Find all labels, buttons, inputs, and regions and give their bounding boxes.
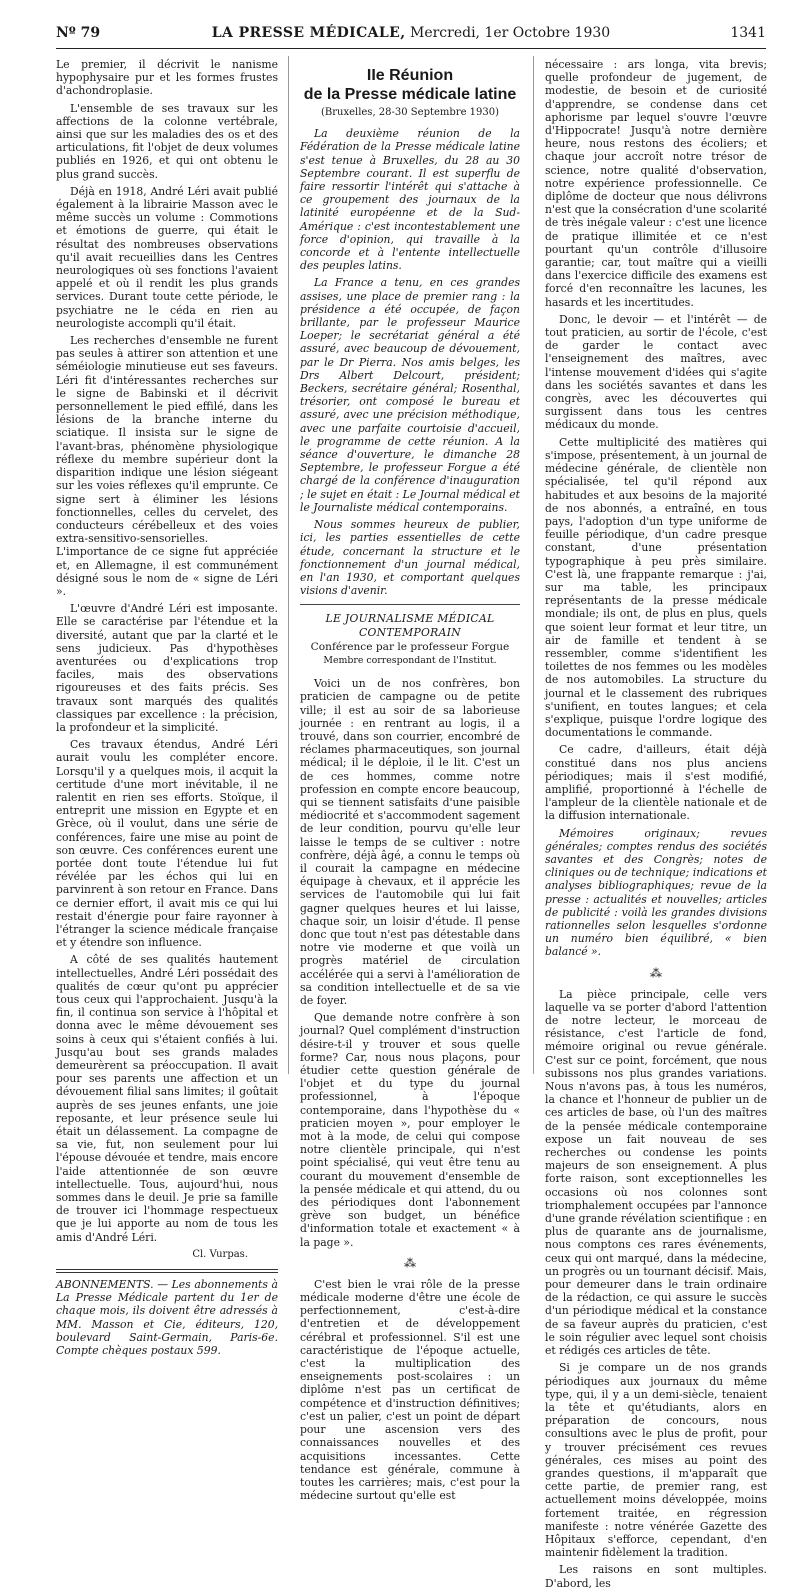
paragraph: Déjà en 1918, André Léri avait publié également à la librairie Masson avec le même succès un volume : Commotions et émotions de guerre, qui était le résultat des nombreuses observations qu'il avait recueillies dans les Centres neurologiques où ses fonctions l'avaient appelé et où il rendit les plus grands services. Durant toute cette période, le psychiatre ne le céda en rien au neurologiste accompli qu'il était. <box>56 184 278 330</box>
section-rule <box>300 604 520 605</box>
masthead <box>56 25 766 41</box>
paragraph: Le premier, il décrivit le nanisme hypophysaire pur et les formes frustes d'achondroplasie. <box>56 58 278 98</box>
paragraph: Que demande notre confrère à son journal? Quel complément d'instruction désire-t-il y trouver et sous quelle forme? Car, nous nous plaçons, pour étudier cette question générale de l'objet et du type du journal professionnel, à l'époque contemporaine, dans l'hypothèse du « praticien moyen », pour employer le mot à la mode, de celui qui compose notre clientèle principale, qui n'est point spécialisé, qui veut être tenu au courant du mouvement d'ensemble de la pensée médicale et qui attend, du ou des périodiques dont l'abonnement grève son budget, un bénéfice d'information totale et exactement « à la page ». <box>300 1011 520 1249</box>
column-divider-2 <box>533 56 534 1074</box>
section-stars: ⁂ <box>650 965 662 980</box>
column-1 <box>56 58 278 1358</box>
paragraph: A côté de ses qualités hautement intellectuelles, André Léri possédait des qualités de cœur qu'ont pu apprécier tous ceux qui l'approchaient. Jusqu'à la fin, il continua son service à l'hôpital et donna avec le même dévouement ses soins à ceux qui s'étaient confiés à lui. Jusqu'au bout ses grands malades demeurèrent sa préoccupation. Il avait pour ses parents une affection et un dévouement filial sans limites; il goûtait auprès de ses jeunes enfants, une joie reposante, et leur présence seule lui était un délassement. La compagne de sa vie, fut, non seulement pour lui l'épouse dévouée et tendre, mais encore l'aide attentionnée de son œuvre intellectuelle. Tous, aujourd'hui, nous sommes dans le deuil. Je prie sa famille de trouver ici l'hommage respectueux que je lui apporte au nom de tous les amis d'André Léri. <box>56 953 278 1244</box>
lecture-byline: Conférence par le professeur Forgue <box>310 640 510 653</box>
column-2 <box>300 58 520 1503</box>
subscriptions-notice: ABONNEMENTS. — Les abonnements à La Presse Médicale partent du 1er de chaque mois, ils doivent être adressés à MM. Masson et Cie, éditeurs, 120, boulevard Saint-Germain, Paris-6e. Compte chèques postaux 599. <box>56 1278 278 1358</box>
journal-name: LA PRESSE MÉDICALE, <box>211 25 406 41</box>
article-title <box>300 66 520 104</box>
page-number: 1341 <box>730 25 766 41</box>
column-3 <box>545 58 767 1590</box>
paragraph: Ce cadre, d'ailleurs, était déjà constitué dans nos plus anciens périodiques; mais il s'est modifié, amplifié, proportionné à l'échelle de l'ampleur de la clientèle nationale et de la diffusion internationale. <box>545 743 767 823</box>
column-divider-1 <box>288 56 289 1074</box>
paragraph: Nous sommes heureux de publier, ici, les parties essentielles de cette étude, concernant la structure et le fonctionnement d'un journal médical, en l'an 1930, et comportant quelques visions d'avenir. <box>300 518 520 598</box>
issue-date: Mercredi, 1er Octobre 1930 <box>409 25 611 41</box>
paragraph: La France a tenu, en ces grandes assises, une place de premier rang : la présidence a été occupée, de façon brillante, par le professeur Maurice Loeper; le secrétariat général a été assuré, avec beaucoup de dévouement, par le Dr Pierra. Nos amis belges, les Drs Albert Delcourt, président; Beckers, secrétaire général; Rosenthal, trésorier, ont composé le bureau et assuré, avec une précision méthodique, avec une parfaite courtoisie d'accueil, le programme de cette réunion. A la séance d'ouverture, le dimanche 28 Septembre, le professeur Forgue a été chargé de la conférence d'inauguration ; le sujet en était : Le Journal médical et le Journaliste médical contemporains. <box>300 276 520 514</box>
paragraph: La pièce principale, celle vers laquelle va se porter d'abord l'attention de notre lecteur, le morceau de résistance, c'est l'article de fond, mémoire original ou revue générale. C'est sur ce point, forcément, que nous subissons nos plus grandes variations. Nous n'avons pas, à tous les numéros, la chance et l'honneur de publier un de ces articles de base, où l'un des maîtres de la pensée médicale contemporaine expose un fait nouveau de ses recherches ou condense les points majeurs de son enseignement. A plus forte raison, sont exceptionnelles les occasions où nos colonnes sont triomphalement occupées par l'annonce d'une grande révélation scientifique : en plus de quarante ans de journalisme, nous comptons ces rares événements, ceux qui ont marqué, dans la médecine, un progrès ou un tournant décisif. Mais, pour demeurer dans le train ordinaire de la rédaction, ce qui assure le succès d'un périodique médical et la constance de sa faveur auprès du praticien, c'est le soin régulier avec lequel sont choisis et rédigés ces articles de tête. <box>545 987 767 1358</box>
paragraph: L'œuvre d'André Léri est imposante. Elle se caractérise par l'étendue et la diversité, autant que par la clarté et le sens judicieux. Pas d'hypothèses aventurées ou d'explications trop faciles, mais des observations rigoureuses et des faits précis. Ses travaux sont marqués des qualités classiques par excellence : la précision, la profondeur et la simplicité. <box>56 602 278 734</box>
paragraph: C'est bien le vrai rôle de la presse médicale moderne d'être une école de perfectionnement, c'est-à-dire d'entretien et de développement cérébral et professionnel. S'il est une caractéristique de l'époque actuelle, c'est la multiplication des enseignements post-scolaires : un diplôme n'est pas un certificat de compétence et d'instruction définitives; c'est un palier, c'est un point de départ pour une ascension vers des connaissances nouvelles et des acquisitions incessantes. Cette tendance est générale, commune à toutes les carrières; mais, c'est pour la médecine surtout qu'elle est <box>300 1277 520 1503</box>
signature: Cl. Vurpas. <box>192 1248 248 1260</box>
paragraph: nécessaire : ars longa, vita brevis; quelle profondeur de jugement, de modestie, de besoin et de curiosité d'apprendre, se condense dans cet aphorisme par lequel s'ouvre l'œuvre d'Hippocrate! Jusqu'à notre dernière heure, nous restons des écoliers; et chaque jour accroît notre trésor de science, notre qualité d'observation, notre expérience professionnelle. Ce diplôme de docteur que nous délivrons n'est que la consécration d'une scolarité de très inégale valeur : c'est une licence de pratique illimitée et ce n'est pourtant qu'un contrôle d'illusoire garantie; car, tout maître qui a vieilli dans l'exercice difficile des examens est forcé d'en reconnaître les lacunes, les hasards et les incertitudes. <box>545 58 767 309</box>
paragraph: Mémoires originaux; revues générales; comptes rendus des sociétés savantes et des Congrès; notes de cliniques ou de technique; indications et analyses bibliographiques; revue de la presse : actualités et nouvelles; articles de publicité : voilà les grandes divisions rationnelles selon lesquelles s'ordonne un numéro bien équilibré, « bien balancé ». <box>545 826 767 959</box>
paragraph: Voici un de nos confrères, bon praticien de campagne ou de petite ville; il est au soir de sa laborieuse journée : en rentrant au logis, il a trouvé, dans son courrier, encombré de réclames pharmaceutiques, son journal médical; il le déploie, il le lit. C'est un de ces hommes, comme notre profession en compte encore beaucoup, qui se tiennent satisfaits d'une paisible médiocrité et s'accommodent sagement de leur condition, pourvu qu'elle leur laisse le temps de se cultiver : notre confrère, déjà âgé, a connu le temps où il courait la campagne en médecine équipage à chevaux, et il apprécie les services de l'automobile qui lui fait gagner quelques heures et lui laisse, chaque soir, un loisir d'étude. Il pense donc que tout n'est pas détestable dans notre vie moderne et que voilà un progrès matériel de circulation accélérée qui a servi à l'amélioration de sa condition intellectuelle et de sa vie de foyer. <box>300 677 520 1007</box>
issue-number: Nº 79 <box>56 25 101 41</box>
article-subtitle: (Bruxelles, 28-30 Septembre 1930) <box>320 107 500 118</box>
paragraph: Donc, le devoir — et l'intérêt — de tout praticien, au sortir de l'école, c'est de garder le contact avec l'enseignement des maîtres, avec l'intense mouvement d'idées qui s'agite dans les sociétés savantes et dans les congrès, avec les découvertes qui surgissent dans tous les centres médicaux du monde. <box>545 312 767 432</box>
lecture-affiliation: Membre correspondant de l'Institut. <box>323 654 497 666</box>
paragraph: Les recherches d'ensemble ne furent pas seules à attirer son attention et une séméiologie minutieuse eut ses faveurs. Léri fit d'intéressantes recherches sur le signe de Babinski et il décrivit personnellement le pied effilé, dans les lésions de la branche interne du sciatique. Il insista sur le signe de l'avant-bras, phénomène physiologique réflexe du membre supérieur dont la disparition indique une lésion siégeant sur les voies réflexes qu'il emprunte. Ce signe sert à éliminer les lésions fonctionnelles, celles du cervelet, des conducteurs cérébelleux et des voies extra-sensitivo-sensorielles. L'importance de ce signe fut appréciée et, en Allemagne, il est communément désigné sous le nom de « signe de Léri ». <box>56 334 278 598</box>
title-line-1: IIe Réunion <box>366 67 454 84</box>
running-header <box>56 25 766 45</box>
article-intro <box>300 127 520 597</box>
subscriptions-box <box>56 1269 278 1357</box>
paragraph: La deuxième réunion de la Fédération de la Presse médicale latine s'est tenue à Bruxelles, du 28 au 30 Septembre courant. Il est superflu de faire ressortir l'intérêt qui s'attache à ce groupement des journaux de la latinité européenne et de la Sud-Amérique : c'est incontestablement une force d'opinion, qui travaille à la concorde et à l'entente intellectuelle des peuples latins. <box>300 127 520 273</box>
paragraph: L'ensemble de ses travaux sur les affections de la colonne vertébrale, ainsi que sur les maladies des os et des articulations, fit l'objet de deux volumes publiés en 1926, et qui ont obtenu le plus grand succès. <box>56 101 278 181</box>
header-rule <box>56 48 766 49</box>
title-line-2: de la Presse médicale latine <box>303 86 517 103</box>
paragraph: Cette multiplicité des matières qui s'impose, présentement, à un journal de médecine générale, de clientèle non spécialisée, tel qu'il répond aux habitudes et aux besoins de la majorité de nos abonnés, a entraîné, en tous pays, l'adoption d'un type uniforme de feuille périodique, d'un cadre presque constant, d'une présentation typographique à peu près similaire. C'est là, une frappante remarque : j'ai, sur ma table, les principaux représentants de la presse médicale mondiale; ils ont, de plus en plus, quels que soient leur format et leur titre, un air de famille et tendent à se ressembler, comme s'identifient les toilettes de nos femmes ou les modèles de nos automobiles. La structure du journal et le classement des rubriques s'unifient, en toutes langues; et cela s'explique, puisque l'ordre logique des documentations le commande. <box>545 435 767 740</box>
section-title: LE JOURNALISME MÉDICAL CONTEMPORAIN <box>325 612 495 639</box>
paragraph: Les raisons en sont multiples. D'abord, les <box>545 1563 767 1590</box>
section-stars: ⁂ <box>404 1255 416 1270</box>
paragraph: Si je compare un de nos grands périodiques aux journaux du même type, qui, il y a un demi-siècle, tenaient la tête et qu'étudiants, alors en préparation de concours, nous consultions avec le plus de profit, pour y trouver précisément ces revues générales, ces mises au point des grandes questions, il m'apparaît que cette partie, de premier rang, est actuellement moins développée, moins fortement traitée, en régression manifeste : notre vénérée Gazette des Hôpitaux s'efforce, cependant, d'en maintenir fidèlement la tradition. <box>545 1361 767 1560</box>
paragraph: Ces travaux étendus, André Léri aurait voulu les compléter encore. Lorsqu'il y a quelques mois, il acquit la certitude d'une mort inévitable, il ne ralentit en rien ses efforts. Stoïque, il entreprit une mission en Egypte et en Grèce, où il voulut, dans une série de conférences, faire une mise au point de son œuvre. Ces conférences eurent une portée dont toute l'étendue lui fut révélée par les échos qui lui en parvinrent à son retour en France. Dans ce dernier effort, il avait mis ce qui lui restait d'énergie pour faire rayonner à l'étranger la science médicale française et y étendre son influence. <box>56 738 278 950</box>
